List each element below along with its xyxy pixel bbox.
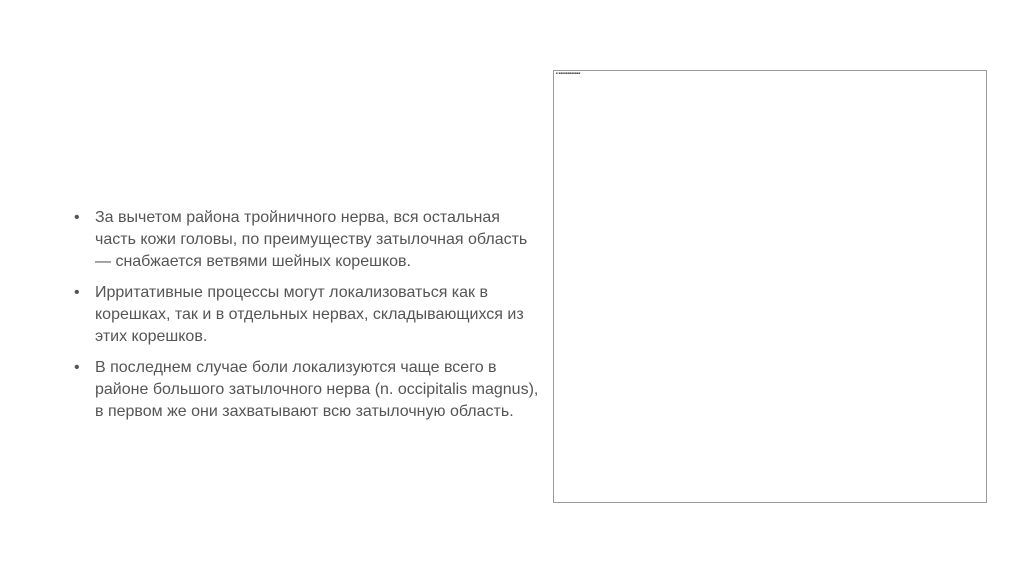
bullet-text: В последнем случае боли локализуются чаще всего в районе большого затылочного нерва (n. occipitalis magnus), в первом же они захватывают всю затылочную область. — [95, 359, 539, 420]
bullet-icon: • — [74, 209, 80, 226]
bullet-item-1 — [74, 207, 544, 273]
bullet-item-2 — [74, 282, 544, 348]
bullet-text: За вычетом района тройничного нерва, вся остальная часть кожи головы, по преимуществу затылочная область — снабжается ветвями шейных корешков. — [95, 209, 528, 270]
image-caption: ■ ■■■■■■■■■■■■ — [556, 71, 581, 75]
bullet-text: Ирритативные процессы могут локализоваться как в корешках, так и в отдельных нервах, складывающихся из этих корешков. — [95, 284, 524, 345]
image-placeholder — [553, 70, 987, 503]
bullet-icon: • — [74, 359, 80, 376]
bullet-item-3 — [74, 357, 544, 423]
bullet-icon: • — [74, 284, 80, 301]
bullet-list — [74, 207, 544, 432]
